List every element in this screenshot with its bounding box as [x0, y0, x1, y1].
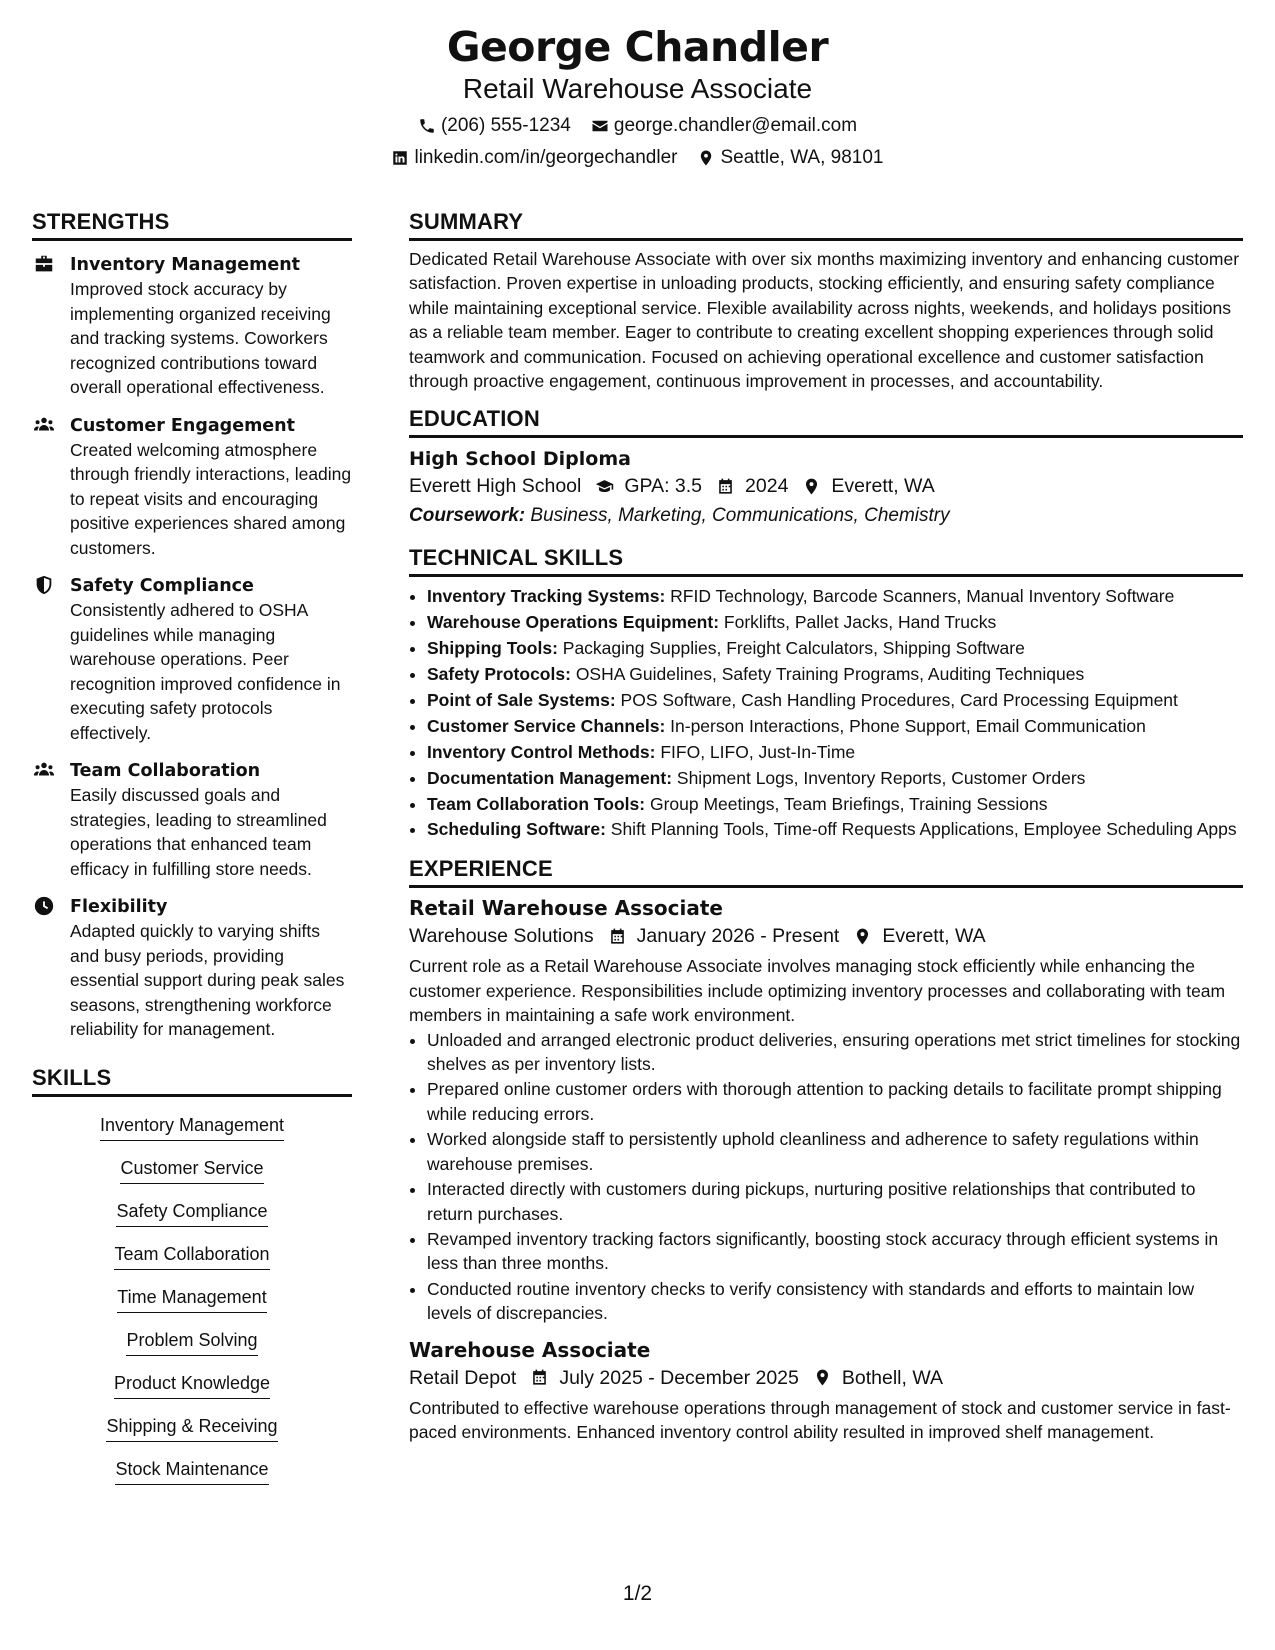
job-summary: Current role as a Retail Warehouse Associate involves managing stock efficiently while enhancing the customer experience. Responsibilities include optimizing inventory processes and collaborating with team members in maintaining a safe work environment.: [409, 956, 1226, 1026]
linkedin-text[interactable]: linkedin.com/in/georgechandler: [414, 147, 678, 168]
page-number: 1/2: [622, 1582, 653, 1605]
candidate-title: Retail Warehouse Associate: [462, 73, 813, 104]
list-item: • Scheduling Software: Shift Planning Tools, Time-off Requests Applications, Employee Scheduling Apps: [427, 817, 1243, 841]
envelope-icon: [591, 117, 609, 135]
gpa-text: GPA: 3.5: [624, 475, 703, 498]
school-name: Everett High School: [409, 475, 582, 498]
skill-item: Product Knowledge: [114, 1371, 270, 1399]
list-item: • Inventory Control Methods: FIFO, LIFO, Just-In-Time: [427, 739, 1243, 765]
strength-item: [32, 895, 352, 1042]
contact-row-2: [0, 146, 1275, 170]
contact-row-1: [0, 114, 1275, 138]
summary-heading: SUMMARY: [409, 208, 1243, 241]
linkedin-icon: [391, 149, 409, 167]
job-entry: [409, 894, 1243, 1325]
skill-item: Team Collaboration: [114, 1242, 269, 1270]
coursework-text: Business, Marketing, Communications, Chemistry: [530, 505, 950, 527]
phone-contact: [418, 114, 571, 138]
calendar-icon: [530, 1368, 549, 1387]
list-item: • Revamped inventory tracking factors significantly, boosting stock accuracy through efficient systems in less than three months.: [427, 1227, 1243, 1276]
job-summary: Contributed to effective warehouse operations through management of stock and customer service in fast-paced environments. Enhanced inventory control ability resulted in improved shelf management.: [409, 1397, 1231, 1442]
job-bullets: [409, 1028, 1243, 1326]
location-text: Seattle, WA, 98101: [720, 147, 884, 168]
list-item: • Warehouse Operations Equipment: Forklifts, Pallet Jacks, Hand Trucks: [427, 609, 1243, 635]
skill-item: Stock Maintenance: [115, 1457, 268, 1485]
list-item: • Shipping Tools: Packaging Supplies, Freight Calculators, Shipping Software: [427, 635, 1243, 661]
education-heading: EDUCATION: [409, 405, 1243, 438]
job-dates: January 2026 - Present: [636, 925, 840, 948]
list-item: • Team Collaboration Tools: Group Meetings, Team Briefings, Training Sessions: [427, 791, 1243, 817]
coursework-line: [409, 502, 1243, 530]
summary-text: Dedicated Retail Warehouse Associate with over six months maximizing inventory and enhancing customer satisfaction. Proven expertise in unloading products, stocking efficiently, and ensuring safety compliance while maintaining exceptional service. Flexible availability across nights, weekends, and holidays positions as a reliable team member. Eager to contribute to creating excellent shopping experiences through solid teamwork and communication. Focused on achieving operational excellence and customer satisfaction through proactive engagement, continuous improvement in processes, and accountability.: [409, 249, 1240, 392]
job-title: Warehouse Associate: [409, 1337, 651, 1362]
list-item: • Documentation Management: Shipment Logs, Inventory Reports, Customer Orders: [427, 765, 1243, 791]
list-item: • Safety Protocols: OSHA Guidelines, Safety Training Programs, Auditing Techniques: [427, 661, 1243, 687]
linkedin-contact[interactable]: [391, 146, 677, 170]
strength-item: [32, 574, 352, 745]
location-contact: [697, 146, 883, 170]
briefcase-icon: [32, 253, 56, 277]
skills-heading: SKILLS: [32, 1064, 352, 1097]
strength-title: Team Collaboration: [70, 761, 261, 781]
job-location: Everett, WA: [882, 925, 986, 948]
resume-header: [0, 22, 1275, 170]
strength-title: Flexibility: [70, 897, 168, 917]
list-item: • Interacted directly with customers during pickups, nurturing positive relationships that contributed to return purchases.: [427, 1177, 1243, 1226]
job-meta: [409, 1364, 1243, 1392]
skill-item: Safety Compliance: [116, 1199, 267, 1227]
list-item: • Customer Service Channels: In-person Interactions, Phone Support, Email Communication: [427, 713, 1243, 739]
email-contact[interactable]: [591, 114, 857, 138]
email-text[interactable]: george.chandler@email.com: [613, 115, 858, 136]
job-dates: July 2025 - December 2025: [559, 1366, 799, 1389]
strength-item: [32, 759, 352, 881]
job-entry: [409, 1336, 1243, 1445]
strength-desc: Consistently adhered to OSHA guidelines while managing warehouse operations. Peer recognition improved confidence in executing safety protocols effectively.: [70, 600, 341, 743]
strength-desc: Adapted quickly to varying shifts and busy periods, providing essential support during peak sales seasons, strengthening workforce reliability for management.: [70, 921, 345, 1039]
map-pin-icon: [697, 149, 715, 167]
job-title: Retail Warehouse Associate: [409, 896, 723, 921]
skill-item: Time Management: [117, 1285, 266, 1313]
company-name: Retail Depot: [409, 1366, 517, 1389]
strength-desc: Improved stock accuracy by implementing organized receiving and tracking systems. Coworkers recognized contributions toward overall operational effectiveness.: [70, 279, 331, 397]
phone-icon: [418, 117, 436, 135]
list-item: • Conducted routine inventory checks to verify consistency with standards and efforts to maintain low levels of discrepancies.: [427, 1277, 1243, 1326]
strength-desc: Easily discussed goals and strategies, leading to streamlined operations that enhanced team efficacy in fulfilling store needs.: [70, 785, 327, 879]
left-column: [32, 208, 352, 1500]
company-name: Warehouse Solutions: [409, 925, 594, 948]
calendar-icon: [716, 477, 735, 496]
list-item: • Worked alongside staff to persistently uphold cleanliness and adherence to safety regulations within warehouse premises.: [427, 1127, 1243, 1176]
skill-item: Customer Service: [120, 1156, 263, 1184]
shield-icon: [32, 574, 56, 598]
skills-list: [32, 1113, 352, 1500]
strength-title: Inventory Management: [70, 255, 301, 275]
skill-item: Inventory Management: [100, 1113, 284, 1141]
calendar-icon: [608, 927, 627, 946]
technical-skills-heading: TECHNICAL SKILLS: [409, 544, 1243, 577]
skill-item: Problem Solving: [126, 1328, 257, 1356]
skill-item: Shipping & Receiving: [106, 1414, 277, 1442]
coursework-label: Coursework:: [409, 505, 526, 527]
map-pin-icon: [853, 927, 872, 946]
right-column: [409, 208, 1243, 1444]
technical-skills-list: [409, 583, 1243, 841]
job-meta: [409, 922, 1243, 950]
degree-title: High School Diploma: [409, 448, 631, 471]
candidate-name: George Chandler: [446, 23, 829, 71]
phone-text: (206) 555-1234: [440, 115, 571, 136]
graduation-cap-icon: [595, 477, 614, 496]
people-icon: [32, 759, 56, 783]
list-item: • Unloaded and arranged electronic product deliveries, ensuring operations met strict timelines for stocking shelves as per inventory lists.: [427, 1028, 1243, 1077]
experience-heading: EXPERIENCE: [409, 855, 1243, 888]
job-location: Bothell, WA: [841, 1366, 944, 1389]
list-item: • Point of Sale Systems: POS Software, Cash Handling Procedures, Card Processing Equipment: [427, 687, 1243, 713]
strength-item: [32, 414, 352, 561]
strength-item: [32, 253, 352, 400]
map-pin-icon: [813, 1368, 832, 1387]
education-meta: [409, 472, 1243, 500]
school-location: Everett, WA: [831, 475, 935, 498]
strength-title: Customer Engagement: [70, 415, 296, 436]
list-item: • Prepared online customer orders with thorough attention to packing details to facilitate prompt shipping while reducing errors.: [427, 1077, 1243, 1126]
graduation-year: 2024: [745, 475, 789, 498]
clock-icon: [32, 895, 56, 919]
strengths-heading: STRENGTHS: [32, 208, 352, 241]
list-item: • Inventory Tracking Systems: RFID Technology, Barcode Scanners, Manual Inventory Software: [427, 583, 1243, 609]
map-pin-icon: [802, 477, 821, 496]
strength-title: Safety Compliance: [70, 576, 254, 596]
strength-desc: Created welcoming atmosphere through friendly interactions, leading to repeat visits and encouraging positive experiences shared among customers.: [70, 439, 352, 558]
people-icon: [32, 414, 56, 438]
